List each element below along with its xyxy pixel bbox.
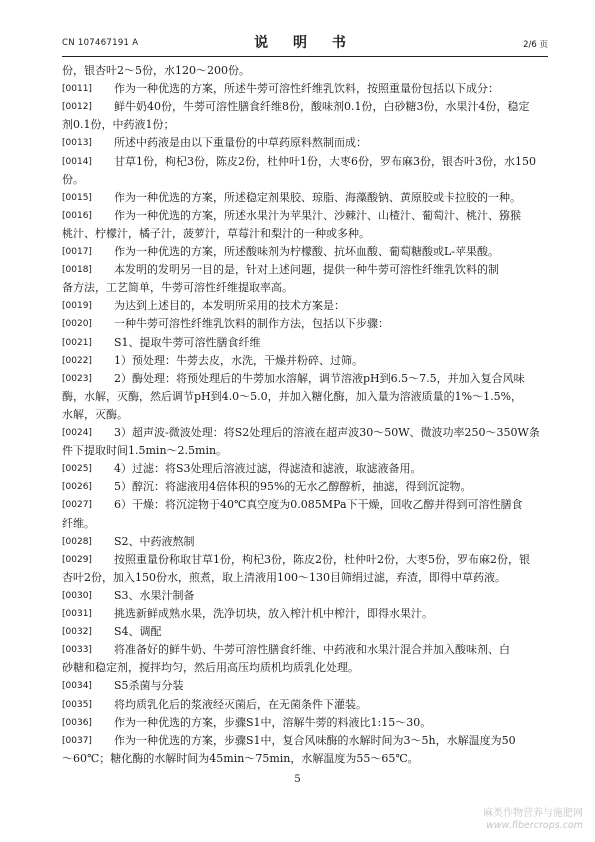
text-line bbox=[62, 315, 548, 333]
paragraph-text: 作为一种优选的方案，所述牛蒡可溶性纤维乳饮料，按照重量份包括以下成分： bbox=[114, 82, 499, 96]
paragraph-text: 3）超声波-微波处理：将S2处理后的溶液在超声波30～50W、微波功率250～350W条 bbox=[114, 426, 540, 439]
text-line bbox=[62, 424, 548, 442]
paragraph-continuation: 份，银杏叶2～5份，水120～200份。 bbox=[62, 64, 250, 77]
text-line bbox=[62, 732, 548, 750]
paragraph-number: [0033] bbox=[62, 645, 92, 656]
text-line bbox=[62, 478, 548, 496]
text-line bbox=[62, 370, 548, 388]
paragraph-continuation: 桃汁、柠檬汁，橘子汁，菠萝汁，草莓汁和梨汁的一种或多种。 bbox=[62, 226, 370, 240]
paragraph-number: [0035] bbox=[62, 699, 92, 710]
paragraph-number: [0012] bbox=[62, 102, 92, 113]
paragraph-number: [0018] bbox=[62, 265, 92, 276]
paragraph-number: [0025] bbox=[62, 464, 92, 475]
text-line bbox=[62, 677, 548, 695]
paragraph-text: 作为一种优选的方案，所述水果汁为苹果汁、沙棘汁、山楂汁、葡萄汁、桃汁、猕猴 bbox=[114, 208, 521, 222]
paragraph-number: [0014] bbox=[62, 156, 92, 167]
paragraph-text: 将准备好的鲜牛奶、牛蒡可溶性膳食纤维、中药液和水果汁混合并加入酸味剂、白 bbox=[114, 643, 510, 657]
paragraph-number: [0023] bbox=[62, 373, 92, 384]
text-line bbox=[62, 62, 548, 80]
paragraph-number: [0021] bbox=[62, 337, 92, 348]
text-line bbox=[62, 207, 548, 225]
text-line bbox=[62, 279, 548, 297]
paragraph-text: S2、中药液熬制 bbox=[114, 534, 195, 548]
paragraph-text: 4）过滤：将S3处理后溶液过滤，得滤渣和滤液，取滤液备用。 bbox=[114, 462, 422, 476]
paragraph-text: 一种牛蒡可溶性纤维乳饮料的制作方法，包括以下步骤： bbox=[114, 317, 389, 331]
paragraph-text: 本发明的发明另一目的是，针对上述问题，提供一种牛蒡可溶性纤维乳饮料的制 bbox=[114, 263, 499, 277]
page-indicator: 2/6 页 bbox=[523, 40, 548, 50]
paragraph-number: [0028] bbox=[62, 536, 92, 547]
page-header bbox=[62, 28, 548, 50]
text-line bbox=[62, 551, 548, 569]
paragraph-text: S5杀菌与分装 bbox=[114, 679, 184, 693]
paragraph-number: [0036] bbox=[62, 717, 92, 728]
paragraph-text: 鲜牛奶40份，牛蒡可溶性膳食纤维8份，酸味剂0.1份，白砂糖3份，水果汁4份，稳定 bbox=[114, 100, 530, 114]
paragraph-text: 所述中药液是由以下重量份的中草药原料熬制而成： bbox=[114, 136, 367, 150]
text-line bbox=[62, 225, 548, 243]
paragraph-text: 作为一种优选的方案，所述酸味剂为柠檬酸、抗坏血酸、葡萄糖酸或L-苹果酸。 bbox=[114, 245, 500, 258]
text-line bbox=[62, 641, 548, 659]
paragraph-text: 作为一种优选的方案，所述稳定剂果胶、琼脂、海藻酸钠、黄原胶或卡拉胶的一种。 bbox=[114, 190, 521, 204]
paragraph-text: 按照重量份称取甘草1份，枸杞3份，陈皮2份，杜仲叶2份，大枣5份，罗布麻2份，银 bbox=[114, 552, 530, 566]
text-line bbox=[62, 297, 548, 315]
text-line bbox=[62, 587, 548, 605]
paragraph-number: [0016] bbox=[62, 210, 92, 221]
paragraph-text: 5）醇沉：将滤液用4倍体积的95%的无水乙醇醇析，抽滤，得到沉淀物。 bbox=[114, 480, 472, 494]
paragraph-number: [0037] bbox=[62, 735, 92, 746]
paragraph-text: 甘草1份，枸杞3份，陈皮2份，杜仲叶1份，大枣6份，罗布麻3份，银杏叶3份，水150 bbox=[114, 154, 536, 168]
paragraph-number: [0020] bbox=[62, 319, 92, 330]
paragraph-number: [0034] bbox=[62, 681, 92, 692]
paragraph-text: S1、提取牛蒡可溶性膳食纤维 bbox=[114, 335, 261, 349]
paragraph-number: [0030] bbox=[62, 590, 92, 601]
document-title: 说 明 书 bbox=[254, 35, 356, 51]
paragraph-number: [0026] bbox=[62, 482, 92, 493]
text-line bbox=[62, 261, 548, 279]
paragraph-continuation: 备方法，工艺简单，牛蒡可溶性纤维提取率高。 bbox=[62, 281, 293, 295]
paragraph-continuation: 水解，灭酶。 bbox=[62, 407, 128, 421]
paragraph-text: 将均质乳化后的浆液经灭菌后，在无菌条件下灌装。 bbox=[114, 697, 367, 711]
text-line bbox=[62, 605, 548, 623]
text-line bbox=[62, 515, 548, 533]
text-line bbox=[62, 714, 548, 732]
paragraph-continuation: 剂0.1份，中药液1份； bbox=[62, 118, 175, 132]
text-line bbox=[62, 496, 548, 514]
paragraph-text: 挑选新鲜成熟水果，洗净切块，放入榨汁机中榨汁，即得水果汁。 bbox=[114, 607, 433, 620]
text-line bbox=[62, 352, 548, 370]
text-line bbox=[62, 134, 548, 152]
paragraph-number: [0029] bbox=[62, 554, 92, 565]
header-rule bbox=[62, 56, 548, 57]
paragraph-continuation: 酶，水解，灭酶，然后调节pH到4.0～5.0，并加入糖化酶，加入量为溶液质量的1%～1.5%， bbox=[62, 389, 523, 403]
text-line bbox=[62, 243, 548, 261]
watermark-name: 麻类作物营养与施肥网 bbox=[483, 808, 583, 819]
text-line bbox=[62, 189, 548, 207]
paragraph-text: 作为一种优选的方案，步骤S1中，溶解牛蒡的料液比1:15～30。 bbox=[114, 715, 432, 729]
text-line bbox=[62, 171, 548, 189]
paragraph-continuation: 纤维。 bbox=[62, 516, 95, 530]
text-line bbox=[62, 406, 548, 424]
paragraph-continuation: ～60℃；糖化酶的水解时间为45min～75min，水解温度为55～65℃。 bbox=[62, 751, 419, 765]
page-number: 5 bbox=[294, 774, 301, 785]
text-line bbox=[62, 153, 548, 171]
paragraph-number: [0027] bbox=[62, 500, 92, 511]
paragraph-text: S4、调配 bbox=[114, 625, 162, 639]
watermark bbox=[483, 808, 583, 832]
text-line bbox=[62, 80, 548, 98]
text-line bbox=[62, 696, 548, 714]
paragraph-text: 1）预处理：牛蒡去皮，水洗，干燥并粉碎、过筛。 bbox=[114, 353, 363, 367]
paragraph-number: [0011] bbox=[62, 84, 92, 95]
paragraph-text: 作为一种优选的方案，步骤S1中，复合风味酶的水解时间为3～5h，水解温度为50 bbox=[114, 733, 516, 747]
text-line bbox=[62, 442, 548, 460]
paragraph-number: [0015] bbox=[62, 192, 92, 203]
paragraph-number: [0013] bbox=[62, 138, 92, 149]
text-line bbox=[62, 569, 548, 587]
text-line bbox=[62, 659, 548, 677]
paragraph-continuation: 砂糖和稳定剂，搅拌均匀，然后用高压均质机均质乳化处理。 bbox=[62, 661, 359, 675]
paragraph-text: 6）干燥：将沉淀物于40℃真空度为0.085MPa下干燥，回收乙醇并得到可溶性膳食 bbox=[114, 498, 523, 512]
text-line bbox=[62, 334, 548, 352]
paragraph-number: [0022] bbox=[62, 355, 92, 366]
text-line bbox=[62, 533, 548, 551]
text-line bbox=[62, 388, 548, 406]
paragraph-text: S3、水果汁制备 bbox=[114, 588, 195, 602]
text-line bbox=[62, 460, 548, 478]
text-line bbox=[62, 623, 548, 641]
watermark-url: www.fibercrops.com bbox=[486, 820, 583, 831]
paragraph-continuation: 份。 bbox=[62, 172, 84, 186]
text-line bbox=[62, 116, 548, 134]
paragraph-number: [0031] bbox=[62, 609, 92, 619]
text-line bbox=[62, 98, 548, 116]
text-line bbox=[62, 750, 548, 768]
paragraph-number: [0024] bbox=[62, 428, 92, 438]
publication-number: CN 107467191 A bbox=[62, 38, 139, 48]
paragraph-text: 为达到上述目的，本发明所采用的技术方案是： bbox=[114, 299, 345, 313]
paragraph-number: [0017] bbox=[62, 247, 92, 257]
paragraph-text: 2）酶处理：将预处理后的牛蒡加水溶解，调节溶液pH到6.5～7.5，并加入复合风味 bbox=[114, 371, 525, 385]
paragraph-continuation: 件下提取时间1.5min～2.5min。 bbox=[62, 444, 228, 458]
paragraph-number: [0032] bbox=[62, 627, 92, 638]
paragraph-continuation: 杏叶2份，加入150份水，煎煮，取上清液用100～130目筛绢过滤，弃渣，即得中草药液。 bbox=[62, 570, 506, 584]
paragraph-number: [0019] bbox=[62, 301, 92, 312]
